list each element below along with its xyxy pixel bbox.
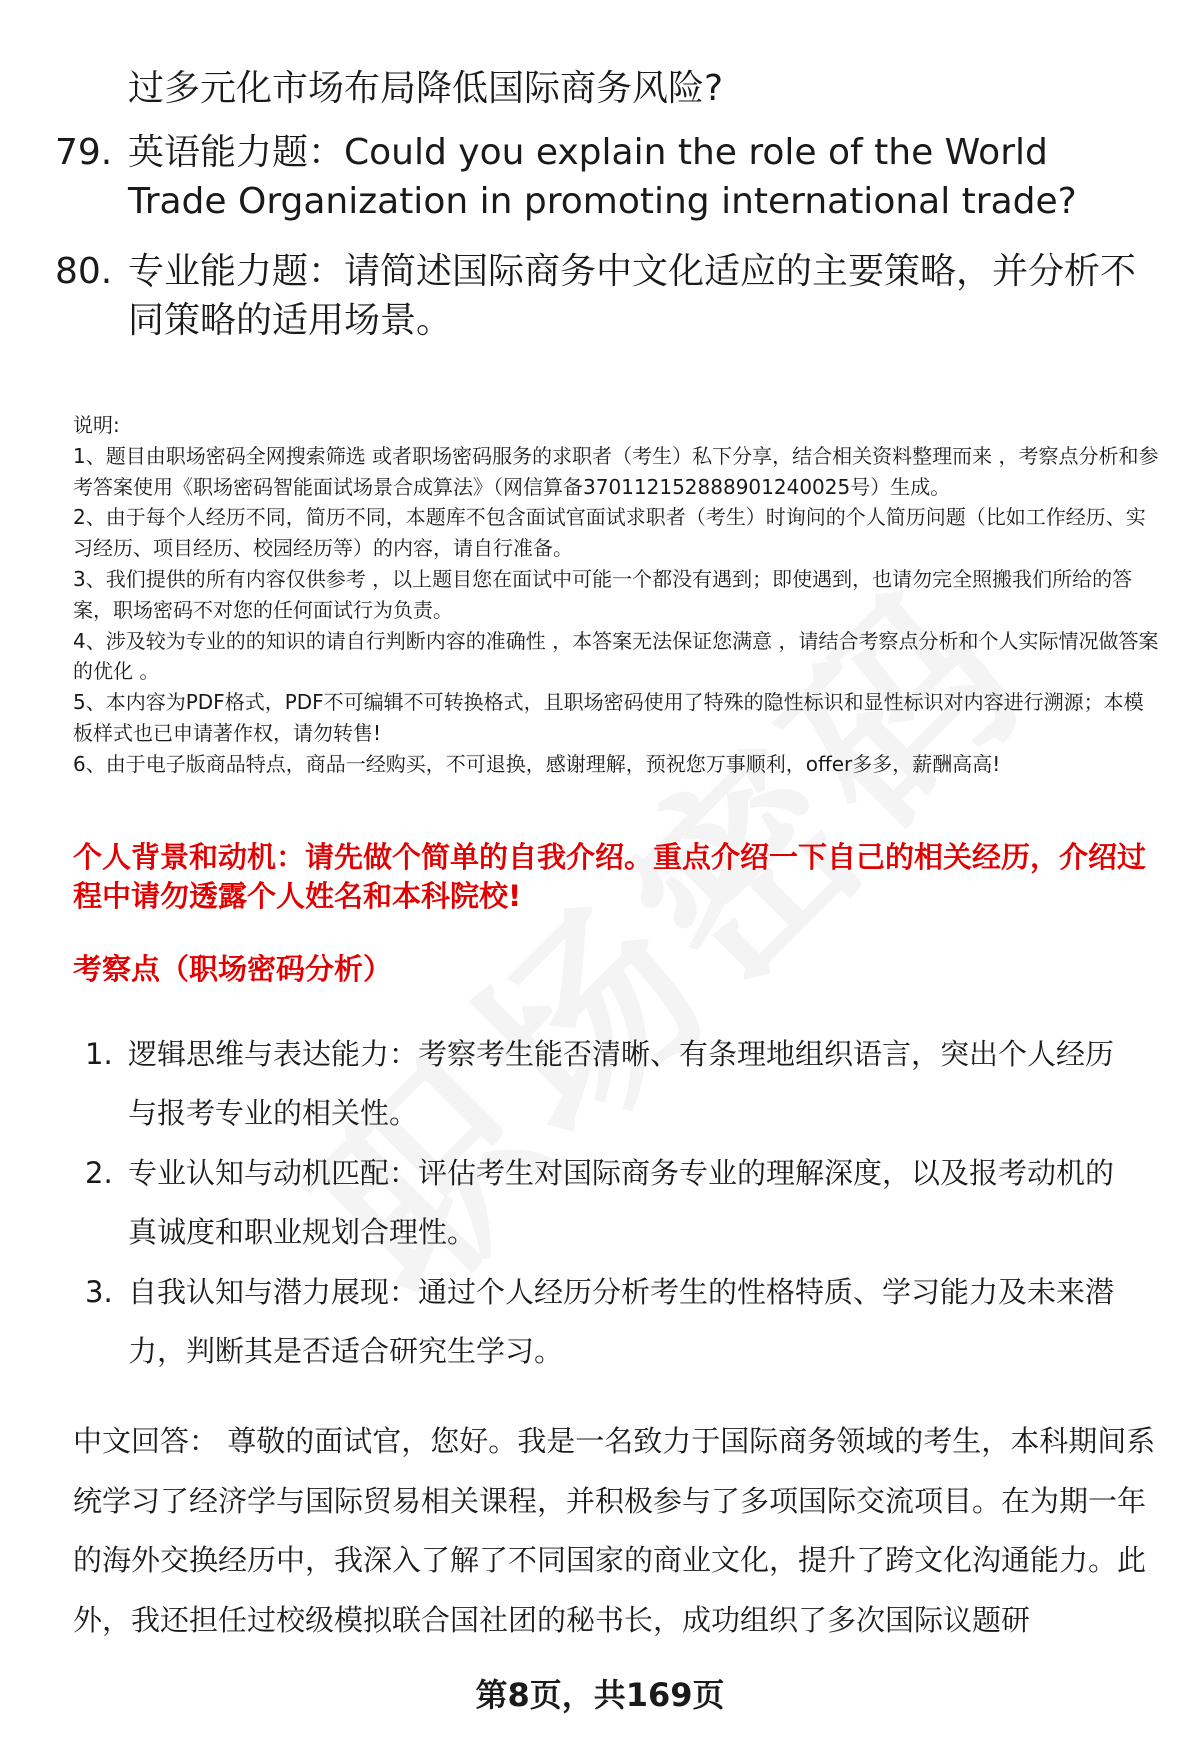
- question-continuation: 过多元化市场布局降低国际商务风险?: [128, 68, 724, 109]
- point-text: 逻辑思维与表达能力：考察考生能否清晰、有条理地组织语言，突出个人经历与报考专业的相关性。: [128, 1037, 1115, 1130]
- note-item: 3、我们提供的所有内容仅供参考 ，以上题目您在面试中可能一个都没有遇到；即使遇到，也请勿完全照搬我们所给的答案，职场密码不对您的任何面试行为负责。: [73, 566, 1133, 622]
- analysis-heading: 考察点（职场密码分析）: [73, 952, 393, 986]
- point-number: 3.: [85, 1275, 113, 1309]
- question-text: 英语能力题：Could you explain the role of the World Trade Organization in promoting international trade?: [128, 132, 1077, 222]
- question-number: 79.: [55, 132, 113, 173]
- note-item: 5、本内容为PDF格式，PDF不可编辑不可转换格式，且职场密码使用了特殊的隐性标识和显性标识对内容进行溯源；本模板样式也已申请著作权，请勿转售!: [73, 690, 1144, 745]
- page-number: 第8页，共169页: [475, 1676, 725, 1714]
- point-text: 自我认知与潜力展现：通过个人经历分析考生的性格特质、学习能力及未来潜力，判断其是否适合研究生学习。: [128, 1275, 1115, 1368]
- note-item: 1、题目由职场密码全网搜索筛选 或者职场密码服务的求职者（考生）私下分享，结合相关资料整理而来 ，考察点分析和参考答案使用《职场密码智能面试场景合成算法》（网信算备370112152888901240025号）生成。: [73, 443, 1159, 499]
- note-item: 6、由于电子版商品特点，商品一经购买，不可退换，感谢理解，预祝您万事顺利，offer多多，薪酬高高!: [73, 751, 1001, 776]
- notes-block: [73, 410, 1163, 780]
- question-text: 专业能力题：请简述国际商务中文化适应的主要策略，并分析不同策略的适用场景。: [128, 251, 1137, 341]
- section-heading: 个人背景和动机：请先做个简单的自我介绍。重点介绍一下自己的相关经历，介绍过程中请勿透露个人姓名和本科院校!: [73, 840, 1147, 913]
- point-number: 2.: [85, 1156, 113, 1190]
- notes-title: 说明:: [73, 413, 120, 437]
- question-number: 80.: [55, 251, 113, 292]
- point-number: 1.: [85, 1037, 113, 1071]
- note-item: 4、涉及较为专业的的知识的请自行判断内容的准确性 ，本答案无法保证您满意 ，请结合考察点分析和个人实际情况做答案的优化 。: [73, 628, 1159, 684]
- note-item: 2、由于每个人经历不同，简历不同，本题库不包含面试官面试求职者（考生）时询问的个人简历问题（比如工作经历、实习经历、项目经历、校园经历等）的内容，请自行准备。: [73, 505, 1146, 561]
- chinese-answer: 中文回答： 尊敬的面试官，您好。我是一名致力于国际商务领域的考生，本科期间系统学习了经济学与国际贸易相关课程，并积极参与了多项国际交流项目。在为期一年的海外交换经历中，我深入了解了不同国家的商业文化，提升了跨文化沟通能力。此外，我还担任过校级模拟联合国社团的秘书长，成功组织了多次国际议题研: [73, 1424, 1156, 1637]
- point-text: 专业认知与动机匹配：评估考生对国际商务专业的理解深度，以及报考动机的真诚度和职业规划合理性。: [128, 1156, 1115, 1249]
